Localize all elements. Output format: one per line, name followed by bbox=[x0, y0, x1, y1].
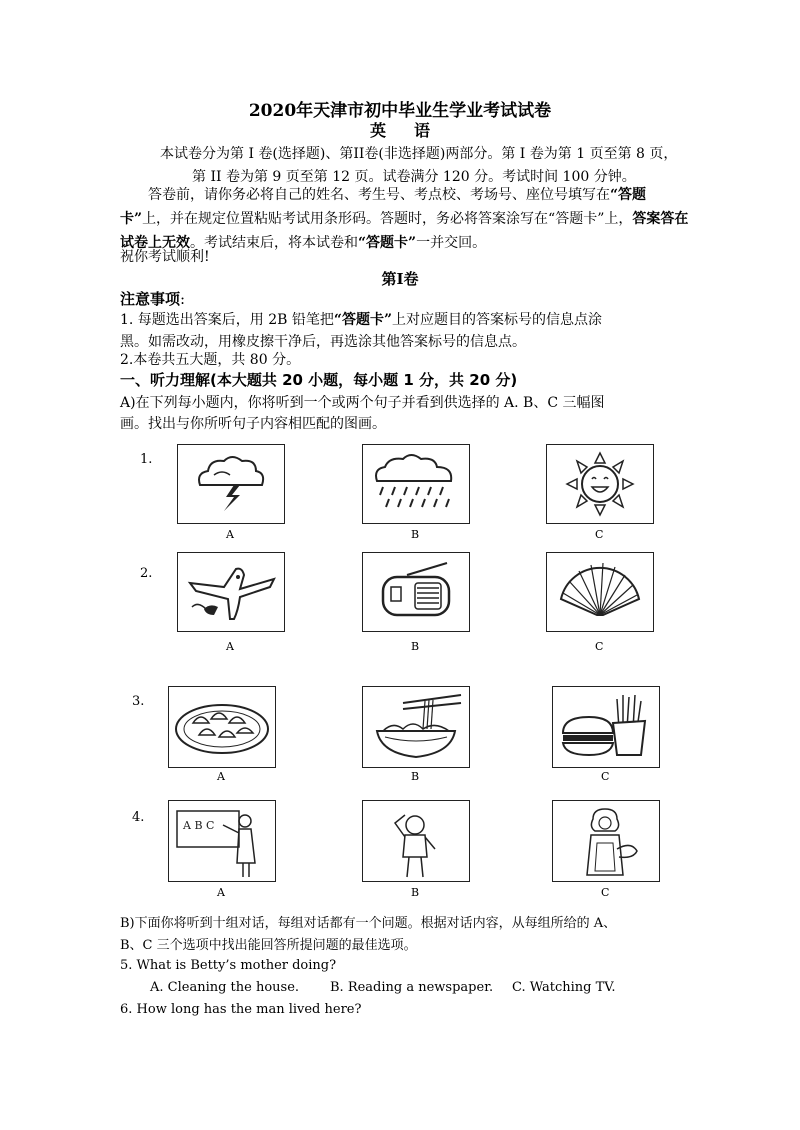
question-5-option-c[interactable]: C. Watching TV. bbox=[512, 980, 616, 995]
part1-a-instr-1: A)在下列每小题内，你将听到一个或两个句子并看到供选择的 A. B、C 三幅图 bbox=[120, 395, 605, 411]
option-2b-radio[interactable] bbox=[362, 552, 470, 632]
subject-title: 英语 bbox=[369, 121, 458, 140]
option-4a-label: A bbox=[217, 886, 225, 899]
part1b-instr-2: B、C 三个选项中找出能回答所提问题的最佳选项。 bbox=[120, 938, 417, 953]
option-3a-dumplings[interactable] bbox=[168, 686, 276, 768]
question-1-number: 1. bbox=[140, 452, 153, 467]
instructions-text-d: 。考试结束后，将本试卷和 bbox=[190, 235, 358, 251]
instructions-paragraph bbox=[120, 183, 690, 255]
notice-heading bbox=[120, 288, 185, 309]
question-6-text: 6. How long has the man lived here? bbox=[120, 1002, 362, 1017]
exercising-man-icon bbox=[363, 801, 469, 881]
part1-heading: 一、听力理解(本大题共 20 小题，每小题 1 分，共 20 分) bbox=[120, 371, 518, 389]
notice-item-1-a: 1. 每题选出答案后，用 2B 铅笔把 bbox=[120, 312, 334, 328]
good-luck-text: 祝你考试顺利! bbox=[120, 249, 210, 265]
option-1b-rain[interactable] bbox=[362, 444, 470, 524]
exam-title: 2020年天津市初中毕业生学业考试试卷 bbox=[248, 101, 552, 121]
intro-line-2: 第 II 卷为第 9 页至第 12 页。试卷满分 120 分。考试时间 100 分钟。 bbox=[192, 169, 636, 185]
option-2c-fan[interactable] bbox=[546, 552, 654, 632]
dumplings-icon bbox=[169, 687, 275, 767]
question-3-number: 3. bbox=[132, 694, 145, 709]
option-2a-label: A bbox=[226, 640, 234, 653]
notice-colon: : bbox=[180, 290, 186, 308]
notice-item-2: 2.本卷共五大题，共 80 分。 bbox=[120, 352, 301, 368]
option-3b-label: B bbox=[411, 770, 420, 783]
cook-icon bbox=[553, 801, 659, 881]
smiling-sun-icon bbox=[547, 445, 653, 523]
option-3a-label: A bbox=[217, 770, 225, 783]
radio-icon bbox=[363, 553, 469, 631]
option-4a-teacher[interactable] bbox=[168, 800, 276, 882]
question-5-text: 5. What is Betty’s mother doing? bbox=[120, 958, 337, 973]
question-5-option-b[interactable]: B. Reading a newspaper. bbox=[330, 980, 494, 995]
option-1c-sun[interactable] bbox=[546, 444, 654, 524]
instructions-text-a: 答卷前，请你务必将自己的姓名、考生号、考点校、考场号、座位号填写在 bbox=[148, 187, 610, 203]
option-3c-burger-fries[interactable] bbox=[552, 686, 660, 768]
question-2-number: 2. bbox=[140, 566, 153, 581]
answer-card-term-2: “答题卡” bbox=[358, 235, 417, 251]
svg-text:A B C: A B C bbox=[183, 819, 215, 832]
option-1a-thunderstorm[interactable] bbox=[177, 444, 285, 524]
option-3b-noodles[interactable] bbox=[362, 686, 470, 768]
instructions-text-b: 上，并在规定位置粘贴考试用条形码。答题时，务必将答案涂写在“答题卡”上， bbox=[142, 211, 633, 227]
option-4b-exercise[interactable] bbox=[362, 800, 470, 882]
option-4b-label: B bbox=[411, 886, 420, 899]
notice-answer-card: “答题卡” bbox=[333, 312, 393, 328]
part1b-instr-1: B)下面你将听到十组对话，每组对话都有一个问题。根据对话内容，从每组所给的 A、 bbox=[120, 916, 617, 931]
thunderstorm-icon bbox=[178, 445, 284, 523]
teacher-icon bbox=[169, 801, 275, 881]
option-2c-label: C bbox=[595, 640, 604, 653]
notice-item-1-b: 上对应题目的答案标号的信息点涂 bbox=[392, 312, 603, 328]
airplane-icon bbox=[178, 553, 284, 631]
intro-line-1: 本试卷分为第 I 卷(选择题)、第II卷(非选择题)两部分。第 I 卷为第 1 页至第 8 页， bbox=[160, 146, 678, 162]
option-1b-label: B bbox=[411, 528, 420, 541]
notice-item-1-cont: 黑。如需改动，用橡皮擦干净后，再选涂其他答案标号的信息点。 bbox=[120, 334, 526, 350]
option-2a-airplane[interactable] bbox=[177, 552, 285, 632]
option-2b-label: B bbox=[411, 640, 420, 653]
folding-fan-icon bbox=[547, 553, 653, 631]
answer-card-term: “答题卡” bbox=[120, 187, 647, 227]
burger-fries-icon bbox=[553, 687, 659, 767]
noodles-bowl-icon bbox=[363, 687, 469, 767]
answer-invalid-warning: 答案答在试卷上无效 bbox=[120, 211, 689, 251]
rain-cloud-icon bbox=[363, 445, 469, 523]
option-4c-label: C bbox=[601, 886, 610, 899]
option-1a-label: A bbox=[226, 528, 234, 541]
question-4-number: 4. bbox=[132, 810, 145, 825]
question-5-option-a[interactable]: A. Cleaning the house. bbox=[150, 980, 300, 995]
option-1c-label: C bbox=[595, 528, 604, 541]
notice-heading-text: 注意事项 bbox=[120, 290, 181, 308]
notice-item-1 bbox=[120, 309, 690, 331]
section-label: 第Ⅰ卷 bbox=[381, 270, 419, 288]
option-3c-label: C bbox=[601, 770, 610, 783]
option-4c-cook[interactable] bbox=[552, 800, 660, 882]
part1-a-instr-2: 画。找出与你所听句子内容相匹配的图画。 bbox=[120, 416, 386, 432]
instructions-text-e: 一并交回。 bbox=[416, 235, 487, 251]
